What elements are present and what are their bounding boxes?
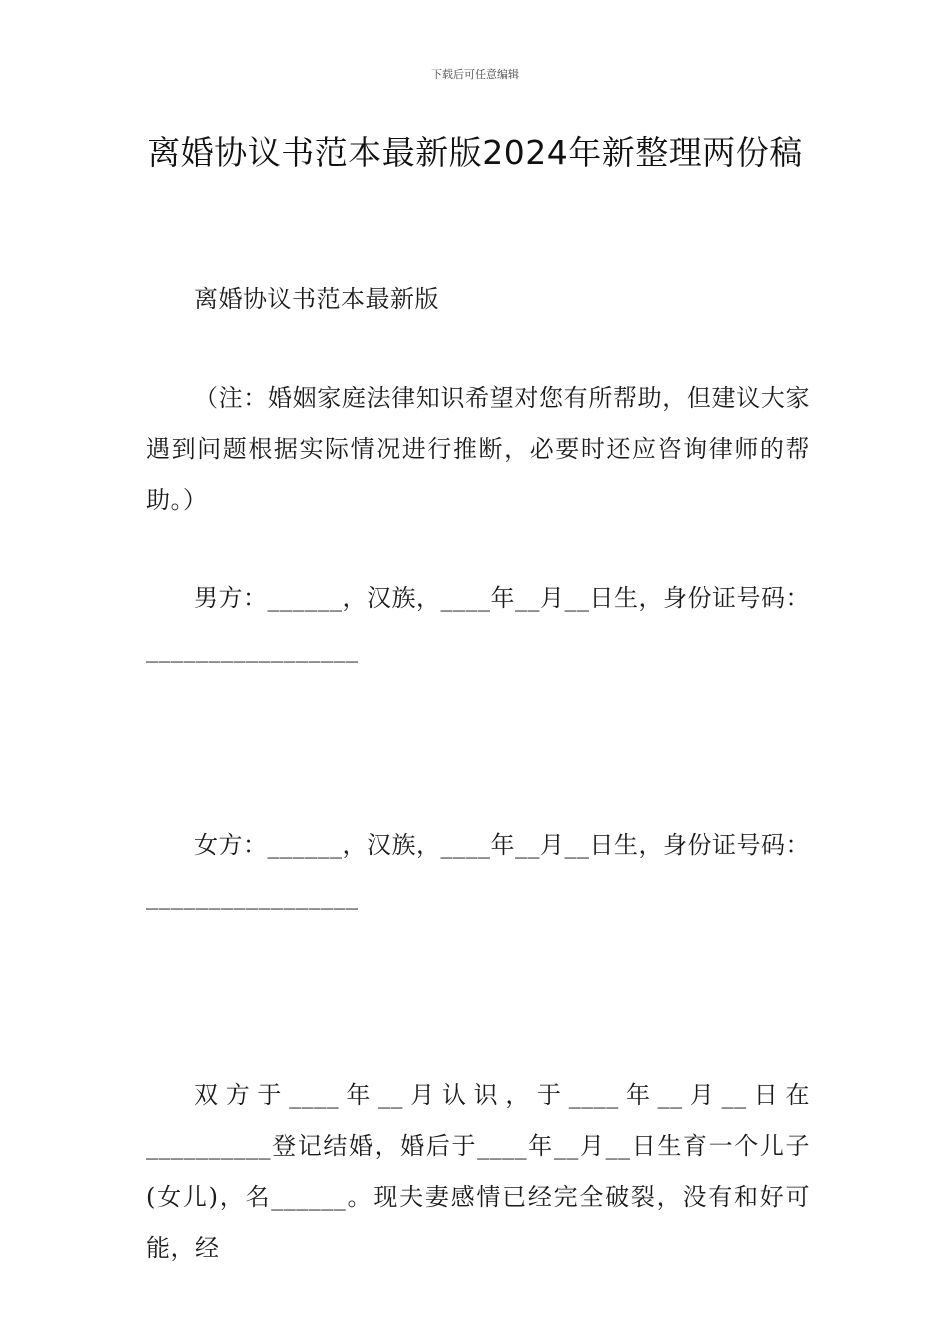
section-subtitle: 离婚协议书范本最新版: [194, 285, 439, 313]
header-note: 下载后可任意编辑: [431, 68, 519, 81]
marriage-facts-paragraph: 双方于____年__月认识，于____年__月__日在__________登记结婚，婚后于____年__月__日生育一个儿子(女儿)，名______。现夫妻感情已经完全破裂，没有和好可能，经: [146, 1081, 810, 1262]
document-title: 离婚协议书范本最新版2024年新整理两份稿: [147, 133, 803, 172]
male-party-paragraph: 男方：______，汉族，____年__月__日生，身份证号码：_________________: [146, 584, 810, 663]
female-party-paragraph: 女方：______，汉族，____年__月__日生，身份证号码：_________________: [146, 831, 810, 910]
note-paragraph: （注：婚姻家庭法律知识希望对您有所帮助，但建议大家遇到问题根据实际情况进行推断，必要时还应咨询律师的帮助。）: [146, 384, 810, 514]
